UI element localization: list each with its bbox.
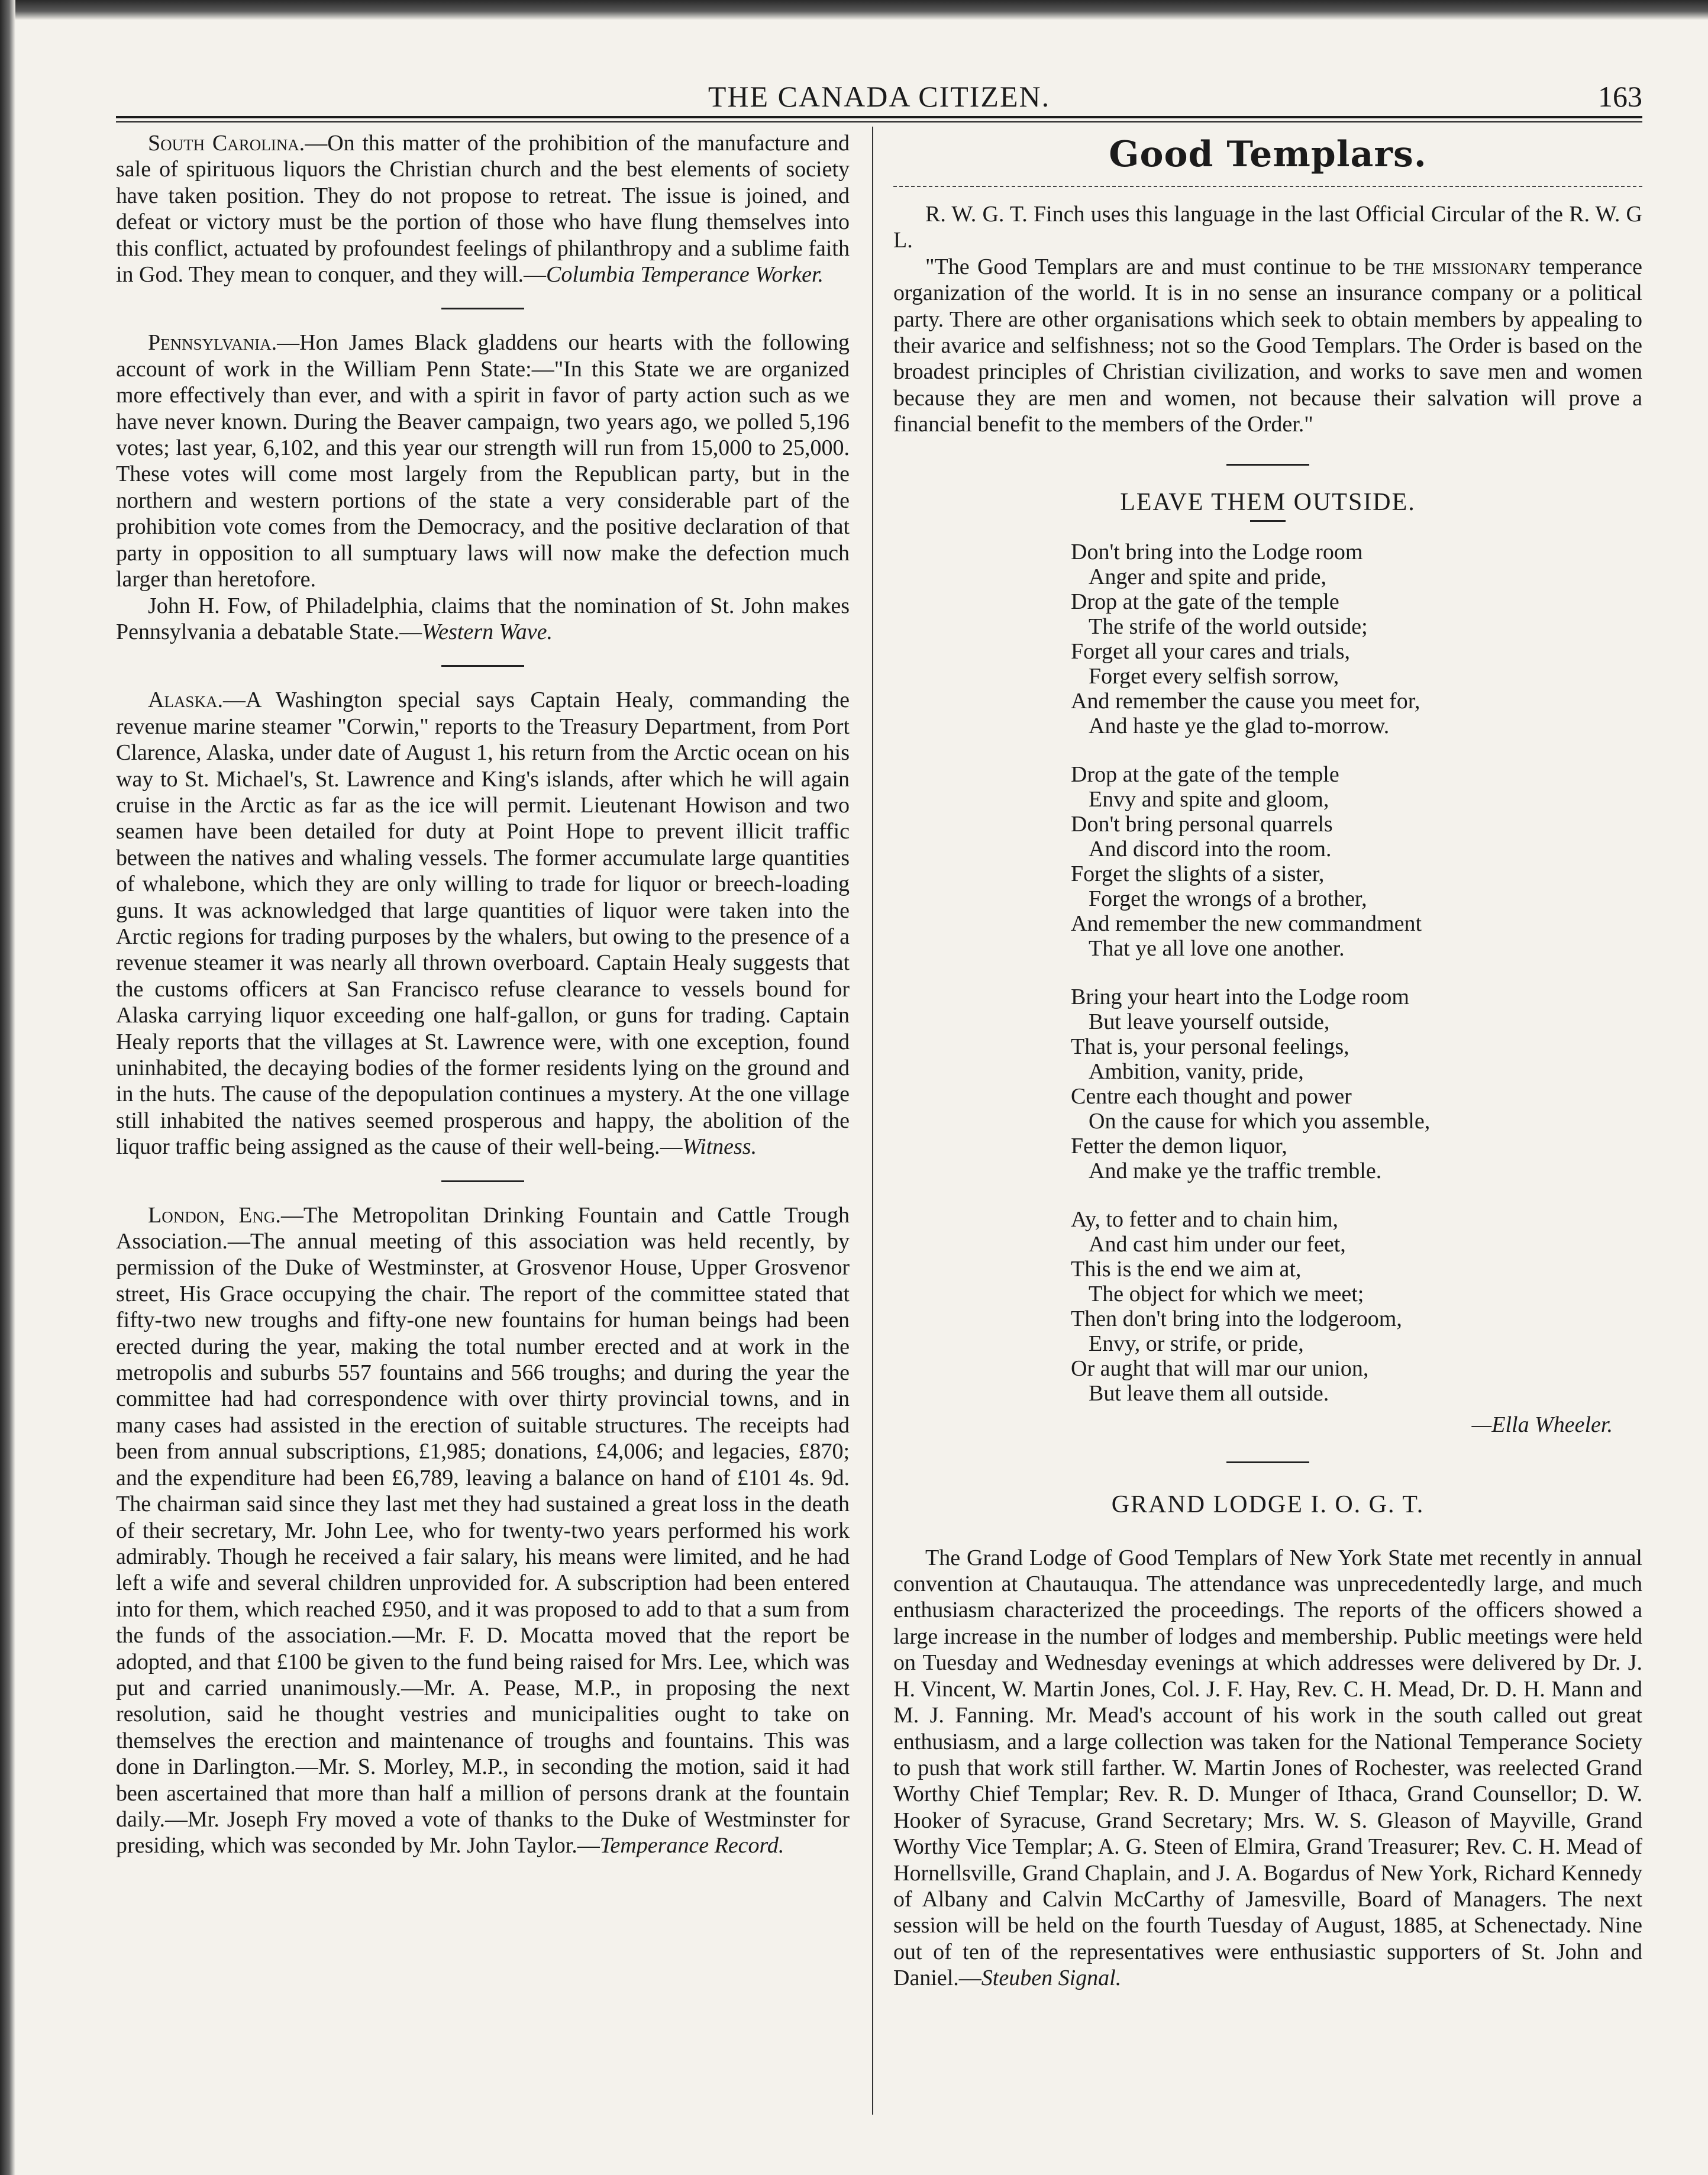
poem-line: And cast him under our feet, <box>1089 1231 1346 1257</box>
article-london <box>116 1202 850 1859</box>
poem-title: LEAVE THEM OUTSIDE. <box>1120 488 1416 516</box>
section-rule <box>893 186 1642 187</box>
article-source: Witness. <box>682 1134 757 1160</box>
poem-line: Ambition, vanity, pride, <box>1089 1059 1304 1084</box>
newspaper-title: THE CANADA CITIZEN. <box>708 80 1051 113</box>
poem-stanza <box>1071 985 1642 1183</box>
article-text: John H. Fow, of Philadelphia, claims that the nomination of St. John makes Pennsylvania a debatable State.— <box>116 593 850 644</box>
poem-line: On the cause for which you assemble, <box>1089 1108 1431 1134</box>
right-column <box>893 130 1642 1992</box>
poem-line: And remember the cause you meet for, <box>1071 688 1420 714</box>
quote-text: "The Good Templars are and must continue to be <box>925 254 1394 279</box>
poem-author: —Ella Wheeler. <box>1471 1412 1613 1437</box>
poem-line: And haste ye the glad to-morrow. <box>1089 713 1390 738</box>
article-lead: Alaska. <box>148 688 223 713</box>
article-south-carolina <box>116 130 850 288</box>
poem-stanza <box>1071 762 1642 961</box>
article-text: —A Washington special says Captain Healy, commanding the revenue marine steamer "Corwin," reports to the Treasury Department, from Port Clarence, Alaska, under date of August 1, his return from the Arctic ocean on his way to St. Michael's, St. Lawrence and King's islands, after which he will again cruise in the Arctic as far as the ice will permit. Lieutenant Howison and two seamen have been detailed for duty at Point Hope to prevent illicit traffic between the natives and whaling vessels. The former accumulate large quantities of whalebone, which they are only willing to trade for liquor or breech-loading guns. It was acknowledged that large quantities of liquor were taken into the Arctic regions for trading purposes by the whalers, but owing to the presence of a revenue steamer it was nearly all thrown overboard. Captain Healy suggests that the customs officers at San Francisco refuse clearance to vessels bound for Alaska carrying liquor exceeding one half-gallon, or guns for trading. Captain Healy reports that the villages at St. Lawrence were, with one exception, found uninhabited, the decaying bodies of the former residents lying on the ground and in the huts. The cause of the depopulation continues a mystery. At the one village still inhabited the natives seemed prosperous and happy, the abolition of the liquor traffic being assigned as the cause of their well-being.— <box>116 688 850 1160</box>
poem-line: And remember the new commandment <box>1071 911 1422 936</box>
poem-line: The strife of the world outside; <box>1089 614 1368 639</box>
poem-line: Don't bring personal quarrels <box>1071 811 1333 837</box>
finch-quote <box>893 254 1642 438</box>
poem-line: Or aught that will mar our union, <box>1071 1356 1369 1381</box>
article-lead: Pennsylvania. <box>148 330 277 356</box>
poem-line: And discord into the room. <box>1089 836 1332 861</box>
poem-line: Forget all your cares and trials, <box>1071 638 1351 664</box>
article-alaska <box>116 687 850 1160</box>
poem-line: Forget every selfish sorrow, <box>1089 663 1339 689</box>
poem <box>1071 540 1642 1406</box>
poem-line: Envy and spite and gloom, <box>1089 786 1329 812</box>
poem-line: The object for which we meet; <box>1089 1281 1364 1306</box>
poem-line: Drop at the gate of the temple <box>1071 589 1339 614</box>
poem-line: And make ye the traffic tremble. <box>1089 1158 1382 1183</box>
article-pennsylvania <box>116 330 850 592</box>
page-header <box>116 76 1642 114</box>
article-source: Temperance Record. <box>599 1833 784 1858</box>
poem-line: Don't bring into the Lodge room <box>1071 539 1363 564</box>
scan-left-edge <box>0 0 15 2175</box>
grand-lodge-title: GRAND LODGE I. O. G. T. <box>1111 1490 1425 1518</box>
poem-line: Envy, or strife, or pride, <box>1089 1331 1304 1356</box>
article-lead: London, Eng. <box>148 1202 281 1228</box>
poem-title-rule <box>1250 520 1286 522</box>
poem-line: Forget the slights of a sister, <box>1071 861 1325 886</box>
poem-stanza <box>1071 1207 1642 1406</box>
poem-line: Anger and spite and pride, <box>1089 564 1327 589</box>
poem-line: But leave yourself outside, <box>1089 1009 1330 1034</box>
scan-top-edge <box>0 0 1708 20</box>
article-text: —The Metropolitan Drinking Fountain and Cattle Trough Association.—The annual meeting of this association was held recently, by permission of the Duke of Westminster, at Grosvenor House, Upper Grosvenor street, His Grace occupying the chair. The report of the committee stated that fifty-two new troughs and fifty-one new fountains for human beings had been erected during the year, making the total number erected and at work in the metropolis and suburbs 557 fountains and 566 troughs; and during the year the committee had had correspondence with over thirty provincial towns, and in many cases had assisted in the erection of suitable structures. The receipts had been from annual subscriptions, £1,985; donations, £4,006; and legacies, £870; and the expenditure had been £6,789, leaving a balance on hand of £101 4s. 9d. The chairman said since they last met they had sustained a great loss in the death of their secretary, Mr. John Lee, who for twenty-two years performed his work admirably. Though he received a fair salary, his means were limited, and he had left a wife and several children unprovided for. A subscription had been entered into for them, which reached £950, and it was proposed to add to that a sum from the funds of the association.—Mr. F. D. Mocatta moved that the report be adopted, and that £100 be given to the fund being raised for Mrs. Lee, which was put and carried unanimously.—Mr. A. Pease, M.P., in proposing the next resolution, said he thought vestries and municipalities ought to take on themselves the erection and maintenance of troughs and fountains. This was done in Darlington.—Mr. S. Morley, M.P., in seconding the motion, said it had been ascertained that more than half a million of persons drank at the fountain daily.—Mr. Joseph Fry moved a vote of thanks to the Duke of Westminster for presiding, which was seconded by Mr. John Taylor.— <box>116 1202 850 1858</box>
quote-emphasis: the missionary <box>1393 254 1531 279</box>
poem-line: That ye all love one another. <box>1089 935 1345 961</box>
section-title: Good Templars. <box>1109 134 1427 175</box>
left-column <box>116 130 850 1859</box>
poem-line: Centre each thought and power <box>1071 1083 1352 1109</box>
poem-line: But leave them all outside. <box>1089 1380 1329 1406</box>
poem-line: This is the end we aim at, <box>1071 1256 1302 1282</box>
article-divider <box>1226 1461 1309 1463</box>
poem-line: That is, your personal feelings, <box>1071 1034 1349 1059</box>
article-lead: South Carolina. <box>148 131 305 156</box>
article-text: —Hon James Black gladdens our hearts with the following account of work in the William Penn State:—"In this State we are organized more effectively than ever, and with a spirit in favor of party action such as we have never known. During the Beaver campaign, two years ago, we polled 5,196 votes; last year, 6,102, and this year our strength will run from 15,000 to 25,000. These votes will come most largely from the Republican party, but in the northern and western portions of the state a very considerable part of the prohibition vote comes from the Democracy, and the positive declaration of that party in opposition to all sumptuary laws will now make the defection much larger than heretofore. <box>116 330 850 592</box>
finch-intro: R. W. G. T. Finch uses this language in the last Official Circular of the R. W. G L. <box>893 202 1642 253</box>
poem-line: Forget the wrongs of a brother, <box>1089 886 1367 911</box>
poem-line: Ay, to fetter and to chain him, <box>1071 1206 1339 1232</box>
poem-line: Fetter the demon liquor, <box>1071 1133 1287 1159</box>
article-source: Steuben Signal. <box>981 1966 1122 1991</box>
article-divider <box>441 1180 524 1182</box>
column-divider <box>872 127 873 2115</box>
poem-line: Then don't bring into the lodgeroom, <box>1071 1306 1402 1331</box>
article-text: The Grand Lodge of Good Templars of New York State met recently in annual convention at Chautauqua. The attendance was unprecedentedly large, and much enthusiasm characterized the proceedings. The reports of the officers showed a large increase in the number of lodges and membership. Public meetings were held on Tuesday and Wednesday evenings at which addresses were delivered by Dr. J. H. Vincent, W. Martin Jones, Col. J. F. Hay, Rev. C. H. Mead, Dr. D. H. Mann and M. J. Fanning. Mr. Mead's account of his work in the south called out great enthusiasm, and a large collection was taken for the National Temperance Society to push that work still farther. W. Martin Jones of Rochester, was reelected Grand Worthy Chief Templar; Rev. R. D. Munger of Ithaca, Grand Counsellor; D. W. Hooker of Syracuse, Grand Secretary; Mrs. W. S. Gleason of Mayville, Grand Worthy Vice Templar; A. G. Steen of Elmira, Grand Treasurer; Rev. C. H. Mead of Hornellsville, Grand Chaplain, and J. A. Bogardus of New York, Richard Kennedy of Albany and Calvin McCarthy of Jamesville, Board of Managers. The next session will be held on the fourth Tuesday of August, 1885, at Schenectady. Nine out of ten of the representatives were enthusiastic supporters of St. John and Daniel.— <box>893 1545 1642 1991</box>
page-number: 163 <box>1598 80 1642 113</box>
article-source: Western Wave. <box>422 619 553 644</box>
article-divider <box>441 665 524 667</box>
article-divider <box>441 308 524 309</box>
poem-line: Bring your heart into the Lodge room <box>1071 984 1409 1009</box>
poem-line: Drop at the gate of the temple <box>1071 761 1339 787</box>
quote-text: temperance organization of the world. It is in no sense an insurance company or a political party. There are other organisations which seek to obtain members by appealing to their avarice and selfishness; not so the Good Templars. The Order is based on the broadest principles of Christian civilization, and works to save men and women because they are men and women, not because their salvation will prove a financial benefit to the members of the Order." <box>893 254 1642 437</box>
article-divider <box>1226 464 1309 466</box>
article-grand-lodge <box>893 1545 1642 1992</box>
article-source: Columbia Temperance Worker. <box>546 262 824 288</box>
poem-stanza <box>1071 540 1642 738</box>
article-text: —On this matter of the prohibition of the manufacture and sale of spirituous liquors the Christian church and the best elements of society have taken position. They do not propose to retreat. The issue is joined, and defeat or victory must be the portion of those who have flung themselves into this conflict, actuated by profoundest feelings of philanthropy and a sublime faith in God. They mean to conquer, and they will.— <box>116 131 850 288</box>
article-pennsylvania-2 <box>116 593 850 646</box>
header-rule <box>116 116 1642 122</box>
